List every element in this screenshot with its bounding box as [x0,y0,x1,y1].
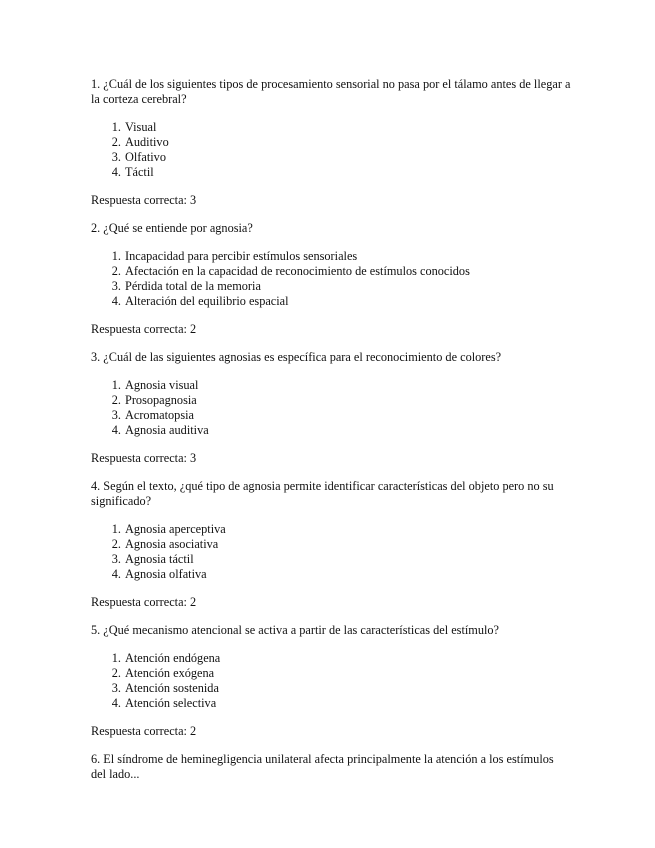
option-item [91,165,571,180]
option-number: 3. [111,279,121,293]
option-number: 1. [111,249,121,263]
question-4 [91,479,571,610]
option-number: 3. [111,408,121,422]
option-label: Agnosia visual [125,378,199,392]
question-text: 4. Según el texto, ¿qué tipo de agnosia permite identificar características del objeto pero no su significado? [91,479,554,508]
option-item [91,408,571,423]
option-item [91,249,571,264]
question-text: 5. ¿Qué mecanismo atencional se activa a partir de las características del estímulo? [91,623,500,637]
option-number: 4. [111,294,121,308]
option-item [91,264,571,279]
correct-answer: Respuesta correcta: 2 [91,322,197,336]
option-label: Agnosia táctil [125,552,194,566]
question-text: 2. ¿Qué se entiende por agnosia? [91,221,253,235]
option-list [91,522,571,582]
option-label: Afectación en la capacidad de reconocimiento de estímulos conocidos [125,264,470,278]
option-label: Agnosia asociativa [125,537,219,551]
option-number: 2. [111,135,121,149]
option-number: 2. [111,264,121,278]
option-number: 1. [111,651,121,665]
option-item [91,567,571,582]
option-label: Pérdida total de la memoria [125,279,261,293]
option-item [91,294,571,309]
correct-answer: Respuesta correcta: 3 [91,193,197,207]
option-label: Agnosia aperceptiva [125,522,226,536]
correct-answer: Respuesta correcta: 2 [91,724,197,738]
option-item [91,522,571,537]
option-item [91,537,571,552]
option-number: 1. [111,120,121,134]
option-item [91,552,571,567]
option-label: Atención selectiva [125,696,217,710]
option-number: 4. [111,165,121,179]
option-label: Atención sostenida [125,681,219,695]
option-list [91,651,571,711]
option-number: 2. [111,666,121,680]
option-number: 1. [111,522,121,536]
option-item [91,279,571,294]
option-number: 3. [111,681,121,695]
option-label: Agnosia auditiva [125,423,209,437]
option-label: Atención endógena [125,651,221,665]
option-label: Agnosia olfativa [125,567,207,581]
option-number: 1. [111,378,121,392]
option-item [91,378,571,393]
option-number: 2. [111,393,121,407]
question-2 [91,221,571,337]
question-5 [91,623,571,739]
document-page [91,77,571,782]
option-label: Olfativo [125,150,166,164]
option-number: 4. [111,567,121,581]
question-text: 1. ¿Cuál de los siguientes tipos de procesamiento sensorial no pasa por el tálamo antes de llegar a la corteza cerebral? [91,77,571,106]
question-1 [91,77,571,208]
option-item [91,393,571,408]
correct-answer: Respuesta correcta: 2 [91,595,197,609]
option-item [91,651,571,666]
option-number: 3. [111,552,121,566]
option-item [91,135,571,150]
option-label: Alteración del equilibrio espacial [125,294,289,308]
option-number: 4. [111,423,121,437]
question-6 [91,752,571,782]
option-item [91,150,571,165]
correct-answer: Respuesta correcta: 3 [91,451,197,465]
option-number: 3. [111,150,121,164]
option-label: Atención exógena [125,666,215,680]
option-item [91,666,571,681]
question-text: 6. El síndrome de heminegligencia unilateral afecta principalmente la atención a los estímulos del lado... [91,752,554,781]
option-list [91,120,571,180]
option-label: Prosopagnosia [125,393,197,407]
option-item [91,423,571,438]
question-text: 3. ¿Cuál de las siguientes agnosias es específica para el reconocimiento de colores? [91,350,502,364]
option-number: 2. [111,537,121,551]
option-label: Táctil [125,165,154,179]
option-label: Visual [125,120,157,134]
option-label: Acromatopsia [125,408,194,422]
option-list [91,378,571,438]
option-item [91,120,571,135]
option-number: 4. [111,696,121,710]
option-label: Incapacidad para percibir estímulos sensoriales [125,249,358,263]
option-item [91,681,571,696]
option-list [91,249,571,309]
option-label: Auditivo [125,135,169,149]
option-item [91,696,571,711]
question-3 [91,350,571,466]
